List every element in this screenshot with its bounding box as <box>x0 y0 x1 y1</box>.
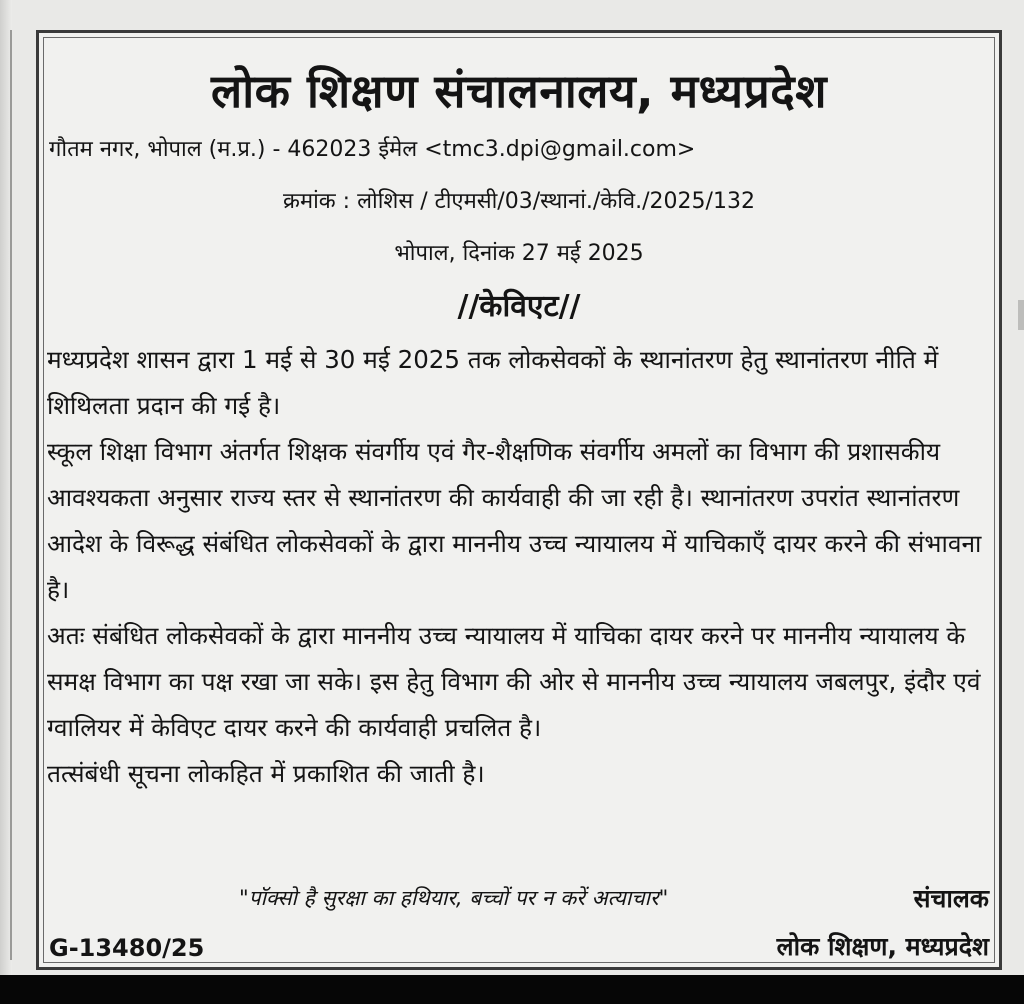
bottom-black-band <box>0 975 1024 1004</box>
paragraph-3: अतः संबंधित लोकसेवकों के द्वारा माननीय उच्च न्यायालय में याचिका दायर करने पर माननीय न्यायालय के समक्ष विभाग का पक्ष रखा जा सके। इस हेतु विभाग की ओर से माननीय उच्च न्यायालय जबलपुर, इंदौर एवं ग्वालियर में केविएट दायर करने की कार्यवाही प्रचलित है। <box>47 621 981 742</box>
pocso-slogan: "पॉक्सो है सुरक्षा का हथियार, बच्चों पर न करें अत्याचार" <box>239 886 669 910</box>
address-line: गौतम नगर, भोपाल (म.प्र.) - 462023 ईमेल <tmc3.dpi@gmail.com> <box>49 137 696 162</box>
paragraph-2: स्कूल शिक्षा विभाग अंतर्गत शिक्षक संवर्गीय एवं गैर-शैक्षणिक संवर्गीय अमलों का विभाग की प्रशासकीय आवश्यकता अनुसार राज्य स्तर से स्थानांतरण की कार्यवाही की जा रही है। स्थानांतरण उपरांत स्थानांतरण आदेश के विरूद्ध संबंधित लोकसेवकों के द्वारा माननीय उच्च न्यायालय में याचिकाएँ दायर करने की संभावना है। <box>47 437 982 604</box>
place-date: भोपाल, दिनांक 27 मई 2025 <box>394 241 644 266</box>
adjacent-page-edge <box>0 0 12 975</box>
publication-code: G-13480/25 <box>49 934 205 962</box>
adjacent-column-edge <box>1018 300 1024 330</box>
reference-number: क्रमांक : लोशिस / टीएमसी/03/स्थानां./केवि./2025/132 <box>283 189 755 214</box>
paragraph-1: मध्यप्रदेश शासन द्वारा 1 मई से 30 मई 2025 तक लोकसेवकों के स्थानांतरण हेतु स्थानांतरण नीति में शिथिलता प्रदान की गई है। <box>47 345 939 420</box>
signatory-department: लोक शिक्षण, मध्यप्रदेश <box>776 932 989 961</box>
notice-title: लोक शिक्षण संचालनालय, मध्यप्रदेश <box>211 64 827 118</box>
notice-body <box>47 337 997 797</box>
paragraph-4: तत्संबंधी सूचना लोकहित में प्रकाशित की जाती है। <box>47 759 485 788</box>
signatory-title: संचालक <box>913 884 989 913</box>
caveat-notice <box>36 30 1002 970</box>
notice-heading: //केविएट// <box>457 289 581 324</box>
